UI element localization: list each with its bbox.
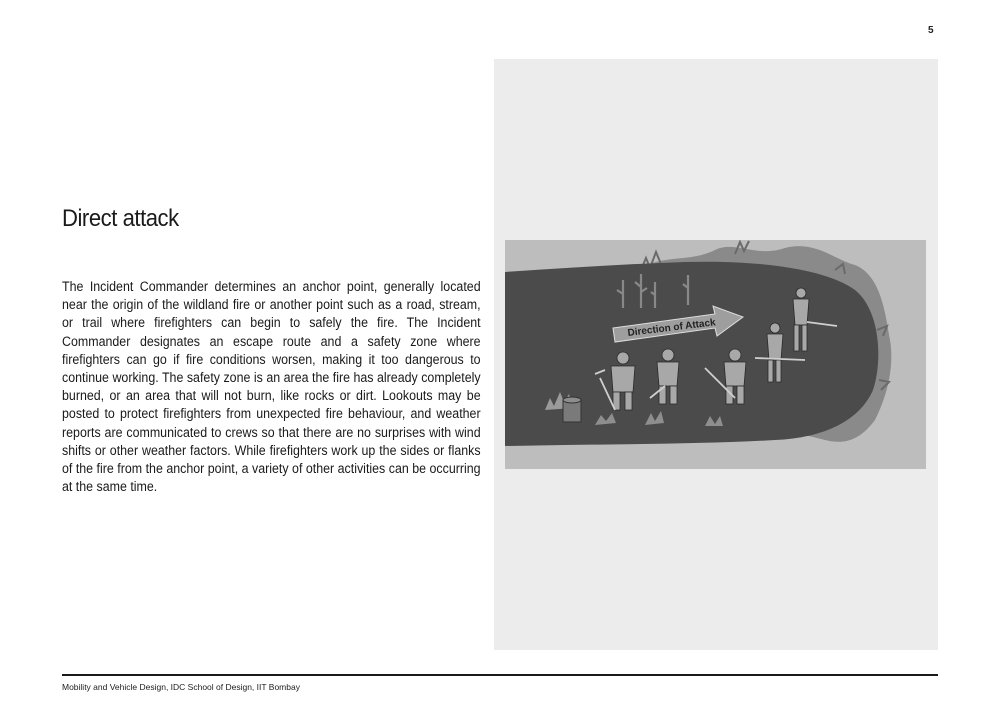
page-number: 5 <box>928 25 934 36</box>
direct-attack-illustration <box>505 240 926 469</box>
arrow-label: Direction of Attack <box>627 317 717 339</box>
footer-rule <box>62 674 938 676</box>
body-paragraph: The Incident Commander determines an anchor point, generally located near the origin of the wildland fire or another point such as a road, stream, or trail where firefighters can begin to safely the fire. The Incident Commander designates an escape route and a safety zone where firefighters can go if fire conditions worsen, making it too dangerous to continue working. The safety zone is an area the fire has already completely burned, or an area that will not burn, like rocks or dirt. Lookouts may be posted to protect firefighters from unexpected fire behaviour, and weather reports are communicated to crews so that there are no surprises with wind shifts or other weather factors. While firefighters work up the sides or flanks of the fire from the anchor point, a variety of other activities can be occurring at the same time. <box>62 279 481 495</box>
footer-text: Mobility and Vehicle Design, IDC School of Design, IIT Bombay <box>62 682 300 692</box>
page-title: Direct attack <box>62 205 179 232</box>
